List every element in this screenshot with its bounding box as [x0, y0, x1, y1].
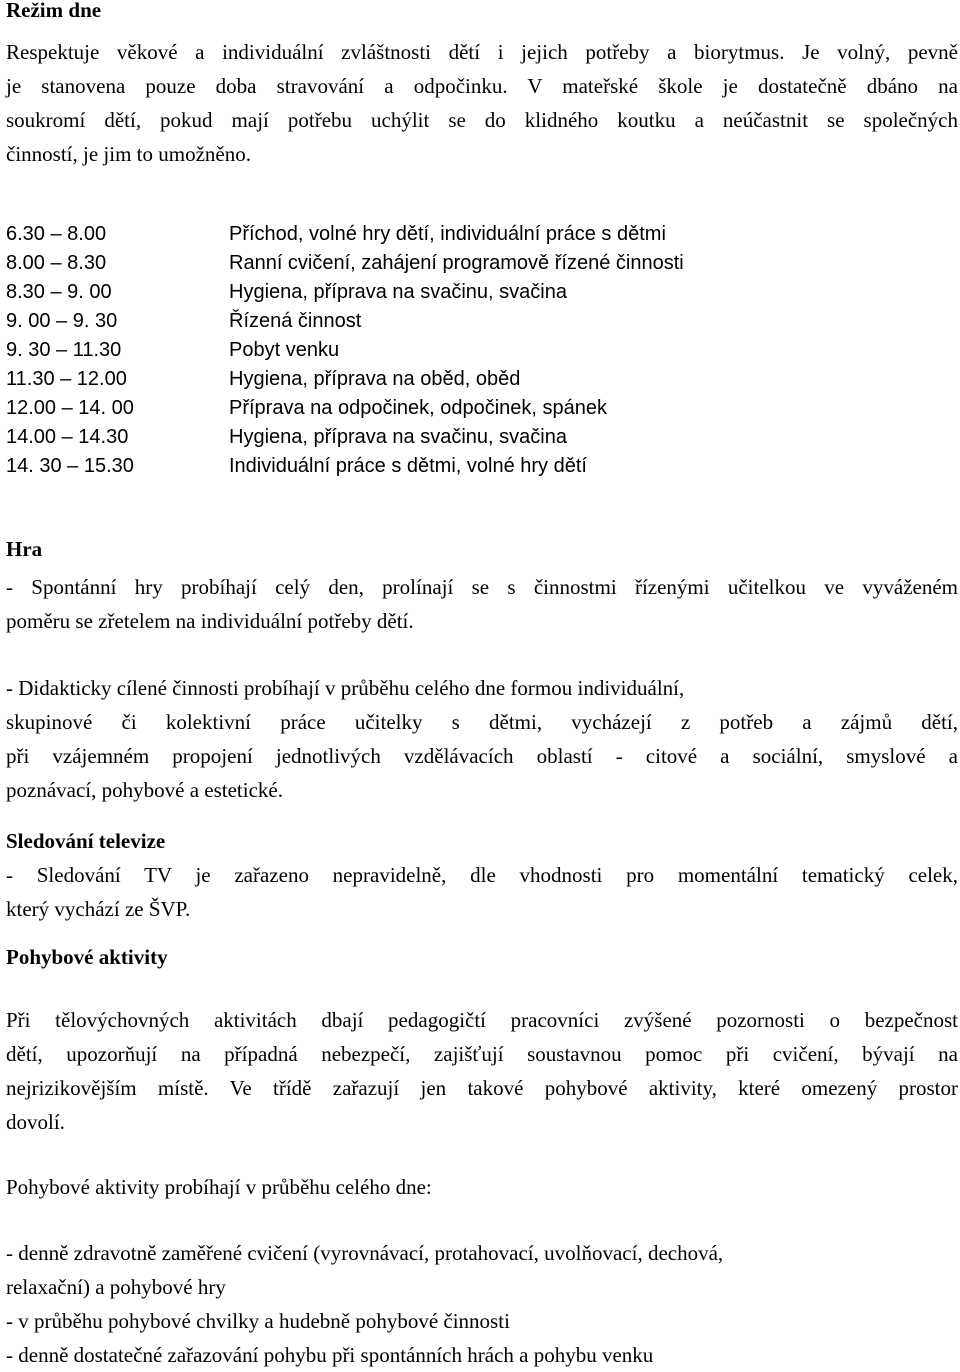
schedule-row — [6, 307, 958, 336]
schedule-time: 9. 30 – 11.30 — [6, 339, 122, 361]
pohyb-line: dovolí. — [6, 1110, 65, 1134]
schedule-time: 6.30 – 8.00 — [6, 223, 107, 245]
schedule-list — [6, 220, 958, 481]
rezim-line: Respektuje věkové a individuální zvláštnosti dětí i jejich potřeby a biorytmus. Je volný, pevně — [6, 40, 958, 64]
schedule-row — [6, 249, 958, 278]
heading-televize: Sledování televize — [6, 829, 166, 853]
rezim-line: činností, je jim to umožněno. — [6, 142, 251, 166]
pohyb-line: nejrizikovějším místě. Ve třídě zařazují jen takové pohybové aktivity, které omezený prostor — [6, 1076, 958, 1100]
pohyb-line: Při tělovýchovných aktivitách dbají pedagogičtí pracovníci zvýšené pozornosti o bezpečnost — [6, 1008, 958, 1032]
hra-paragraph-2 — [6, 671, 958, 807]
section-rezim — [6, 0, 958, 171]
schedule-activity: Ranní cvičení, zahájení programově řízené činnosti — [229, 252, 684, 274]
hra-line: poznávací, pohybové a estetické. — [6, 778, 283, 802]
schedule-time: 8.00 – 8.30 — [6, 252, 107, 274]
pohyb-list-line: - denně dostatečné zařazování pohybu při spontánních hrách a pohybu venku — [6, 1343, 654, 1367]
heading-rezim: Režim dne — [6, 0, 102, 22]
pohyb-paragraph-2: Pohybové aktivity probíhají v průběhu celého dne: — [6, 1175, 432, 1199]
hra-line: poměru se zřetelem na individuální potřeby dětí. — [6, 609, 414, 633]
schedule-row — [6, 336, 958, 365]
pohyb-list-line: relaxační) a pohybové hry — [6, 1275, 226, 1299]
rezim-paragraph — [6, 35, 958, 171]
schedule-activity: Hygiena, příprava na svačinu, svačina — [229, 426, 567, 448]
section-pohyb — [6, 946, 958, 1372]
televize-paragraph — [6, 858, 958, 926]
schedule-activity: Příprava na odpočinek, odpočinek, spánek — [229, 397, 608, 419]
hra-line: - Spontánní hry probíhají celý den, prolínají se s činnostmi řízenými učitelkou ve vyváženém — [6, 575, 958, 599]
pohyb-paragraph-1 — [6, 1003, 958, 1139]
schedule-activity: Hygiena, příprava na oběd, oběd — [229, 368, 521, 390]
pohyb-list-line: - denně zdravotně zaměřené cvičení (vyrovnávací, protahovací, uvolňovací, dechová, — [6, 1241, 724, 1265]
schedule-activity: Pobyt venku — [229, 339, 340, 361]
hra-line: při vzájemném propojení jednotlivých vzdělávacích oblastí - citové a sociální, smyslové a — [6, 744, 958, 768]
schedule-activity: Hygiena, příprava na svačinu, svačina — [229, 281, 567, 303]
pohyb-list-line: - v průběhu pohybové chvilky a hudebně pohybové činnosti — [6, 1309, 510, 1333]
section-hra — [6, 538, 958, 807]
rezim-line: soukromí dětí, pokud mají potřebu uchýlit se do klidného koutku a neúčastnit se společných — [6, 108, 958, 132]
schedule-row — [6, 278, 958, 307]
schedule-time: 8.30 – 9. 00 — [6, 281, 112, 303]
heading-hra: Hra — [6, 537, 43, 561]
schedule-time: 9. 00 – 9. 30 — [6, 310, 118, 332]
schedule-row — [6, 394, 958, 423]
section-televize — [6, 830, 958, 926]
televize-line: - Sledování TV je zařazeno nepravidelně, dle vhodnosti pro momentální tematický celek, — [6, 863, 958, 887]
hra-paragraph-1 — [6, 570, 958, 638]
schedule-time: 12.00 – 14. 00 — [6, 397, 134, 419]
schedule-time: 14.00 – 14.30 — [6, 426, 129, 448]
schedule-time: 14. 30 – 15.30 — [6, 455, 134, 477]
schedule-row — [6, 365, 958, 394]
schedule-row — [6, 423, 958, 452]
schedule-time: 11.30 – 12.00 — [6, 368, 127, 390]
heading-pohyb: Pohybové aktivity — [6, 945, 168, 969]
schedule-activity: Individuální práce s dětmi, volné hry dětí — [229, 455, 587, 477]
schedule-activity: Příchod, volné hry dětí, individuální práce s dětmi — [229, 223, 666, 245]
schedule-activity: Řízená činnost — [229, 310, 362, 332]
schedule-block — [6, 220, 958, 481]
pohyb-activity-list — [6, 1236, 958, 1372]
schedule-row — [6, 452, 958, 481]
pohyb-line: dětí, upozorňují na případná nebezpečí, zajišťují soustavnou pomoc při cvičení, bývají na — [6, 1042, 958, 1066]
hra-line: - Didakticky cílené činnosti probíhají v průběhu celého dne formou individuální, — [6, 676, 685, 700]
hra-line: skupinové či kolektivní práce učitelky s dětmi, vycházejí z potřeb a zájmů dětí, — [6, 710, 958, 734]
televize-line: který vychází ze ŠVP. — [6, 897, 191, 921]
rezim-line: je stanovena pouze doba stravování a odpočinku. V mateřské škole je dostatečně dbáno na — [6, 74, 958, 98]
schedule-row — [6, 220, 958, 249]
